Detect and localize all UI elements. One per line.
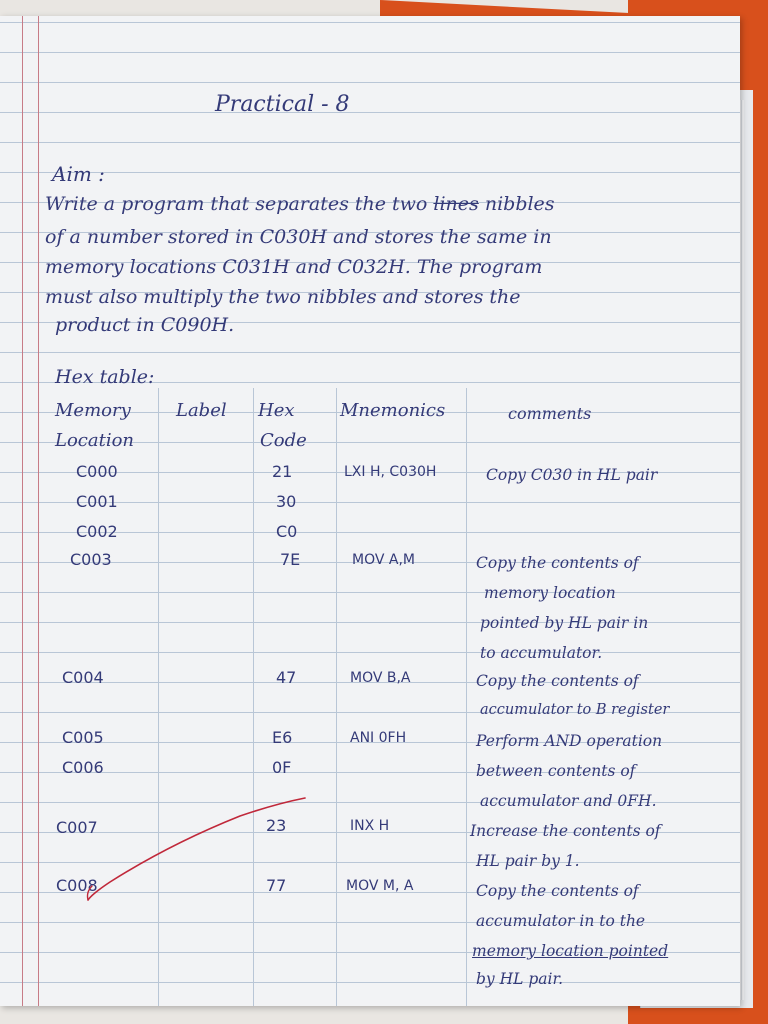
- memory-location: C002: [76, 522, 118, 541]
- hex-code: 7E: [280, 550, 301, 569]
- memory-location: C001: [76, 492, 118, 511]
- page-title: Practical - 8: [215, 92, 350, 117]
- header-memory: Memory: [55, 400, 131, 421]
- memory-location: C007: [56, 818, 98, 837]
- hex-code: C0: [276, 522, 298, 541]
- hex-code: 21: [272, 462, 293, 481]
- aim-line: memory locations C031H and C032H. The program: [45, 256, 543, 278]
- comment-line: pointed by HL pair in: [480, 614, 649, 632]
- comment-line: Copy the contents of: [476, 672, 639, 690]
- comment-line: by HL pair.: [476, 970, 564, 988]
- mnemonic: LXI H, C030H: [344, 464, 437, 480]
- comment-line: Copy the contents of: [476, 882, 639, 900]
- comment-line: accumulator to B register: [480, 702, 670, 718]
- comment-line: accumulator in to the: [476, 912, 646, 930]
- aim-line: product in C090H.: [55, 314, 235, 336]
- mnemonic: ANI 0FH: [350, 730, 407, 746]
- header-comments: comments: [508, 404, 592, 423]
- memory-location: C006: [62, 758, 104, 777]
- hex-code: 30: [276, 492, 297, 511]
- hex-code: 77: [266, 876, 287, 895]
- comment-line: Copy the contents of: [476, 554, 639, 572]
- aim-text: Write a program that separates the two: [45, 193, 434, 215]
- header-location: Location: [55, 430, 135, 451]
- comment-line: to accumulator.: [480, 644, 603, 662]
- memory-location: C008: [56, 876, 98, 895]
- header-label: Label: [176, 400, 227, 421]
- memory-location: C003: [70, 550, 112, 569]
- mnemonic: MOV M, A: [346, 878, 414, 894]
- aim-line: of a number stored in C030H and stores the same in: [45, 226, 552, 248]
- comment-line: HL pair by 1.: [476, 852, 580, 870]
- memory-location: C000: [76, 462, 118, 481]
- struck-word: lines: [433, 193, 479, 215]
- aim-line: must also multiply the two nibbles and stores the: [45, 286, 521, 308]
- hex-code: 0F: [272, 758, 292, 777]
- comment-line: Perform AND operation: [476, 732, 663, 750]
- hex-code: E6: [272, 728, 293, 747]
- hex-code: 47: [276, 668, 297, 687]
- hex-code: 23: [266, 816, 287, 835]
- mnemonic: MOV B,A: [350, 670, 411, 686]
- hex-table-heading: Hex table:: [55, 366, 155, 388]
- red-check-mark: [0, 16, 740, 1006]
- mnemonic: INX H: [350, 818, 390, 834]
- comment-line: accumulator and 0FH.: [480, 792, 657, 810]
- comment-line: between contents of: [476, 762, 636, 780]
- comment-line: memory location pointed: [472, 942, 669, 960]
- comment-line: Increase the contents of: [470, 822, 661, 840]
- header-code: Code: [260, 430, 307, 451]
- aim-text: nibbles: [478, 193, 555, 215]
- header-mnemonics: Mnemonics: [340, 400, 446, 421]
- aim-heading: Aim :: [52, 162, 105, 186]
- header-hex: Hex: [258, 400, 295, 421]
- memory-location: C005: [62, 728, 104, 747]
- comment-line: memory location: [484, 584, 616, 602]
- notebook-page: [0, 16, 740, 1006]
- comment-line: Copy C030 in HL pair: [486, 466, 658, 484]
- mnemonic: MOV A,M: [352, 552, 415, 568]
- memory-location: C004: [62, 668, 104, 687]
